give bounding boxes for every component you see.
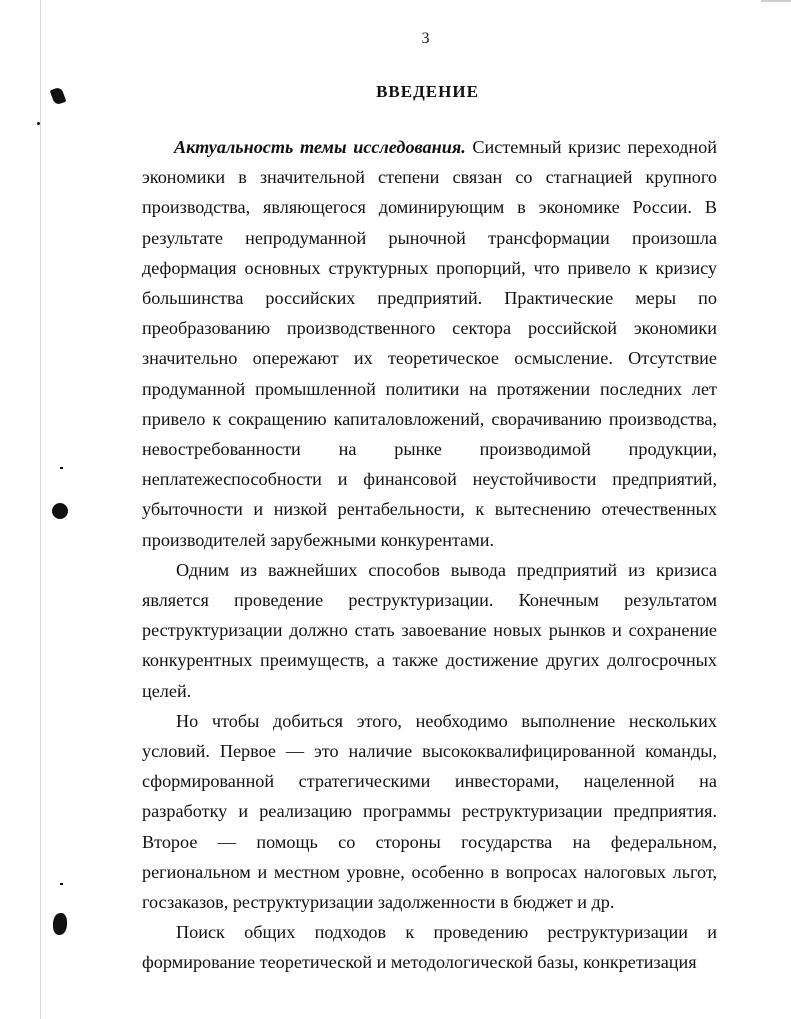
scan-edge-line — [40, 0, 41, 1019]
paragraph: Но чтобы добиться этого, необходимо выполнение нескольких условий. Первое — это наличие высококвалифицированной команды, сформированной стратегическими инвесторами, нацеленной на разработку и реализацию программы реструктуризации предприятия. Второе — помощь со стороны государства на федеральном, региональном и местном уровне, особенно в вопросах налоговых льгот, госзаказов, реструктуризации задолженности в бюджет и др. — [142, 710, 717, 913]
scan-mark — [37, 122, 40, 125]
scan-mark — [52, 503, 68, 519]
body-text — [142, 132, 717, 978]
paragraph — [142, 132, 717, 555]
scan-mark — [50, 86, 67, 105]
scan-top-rule — [761, 0, 791, 2]
scan-mark — [53, 913, 67, 935]
paragraph-text: Системный кризис переходной экономики в значительной степени связан со стагнацией крупного производства, являющегося доминирующим в экономике России. В результате непродуманной рыночной трансформации произошла деформация основных структурных пропорций, что привело к кризису большинства российских предприятий. Практические меры по преобразованию производственного сектора российской экономики значительно опережают их теоретическое осмысление. Отсутствие продуманной промышленной политики на протяжении последних лет привело к сокращению капиталовложений, сворачиванию производства, невостребованности на рынке производимой продукции, неплатежеспособности и финансовой неустойчивости предприятий, убыточности и низкой рентабельности, к вытеснению отечественных производителей зарубежными конкурентами. — [142, 137, 717, 550]
paragraph: Поиск общих подходов к проведению реструктуризации и формирование теоретической и методологической базы, конкретизация — [142, 922, 717, 973]
scan-mark — [60, 883, 63, 885]
paragraph: Одним из важнейших способов вывода предприятий из кризиса является проведение реструктуризации. Конечным результатом реструктуризации должно стать завоевание новых рынков и сохранение конкурентных преимуществ, а также достижение других долгосрочных целей. — [142, 559, 717, 701]
paragraph-lead: Актуальность темы исследования. — [174, 137, 466, 157]
page-number: 3 — [421, 30, 430, 47]
section-heading: ВВЕДЕНИЕ — [376, 82, 479, 101]
scan-mark — [60, 467, 63, 469]
